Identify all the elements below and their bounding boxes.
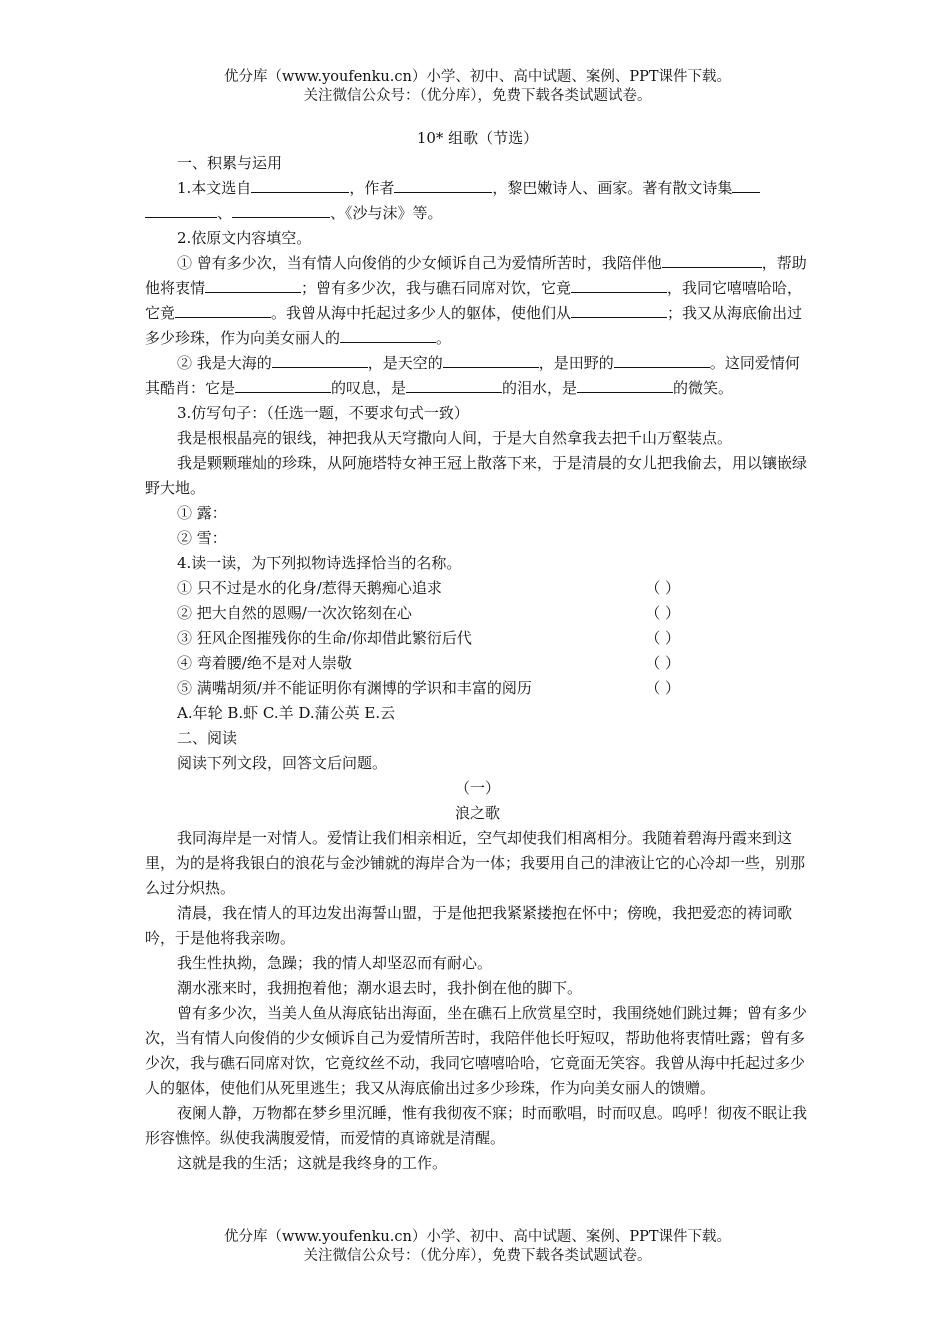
header-line-1: 优分库（www.youfenku.cn）小学、初中、高中试题、案例、PPT课件下载。 (223, 69, 732, 85)
page-header (145, 68, 810, 106)
question-3-heading: 3.仿写句子：（任选一题，不要求句式一致） (177, 404, 469, 422)
list-item: ⑤ 满嘴胡须/并不能证明你有渊博的学识和丰富的阅历 （ ） (145, 676, 810, 701)
blank[interactable] (443, 352, 539, 368)
blank[interactable] (232, 202, 330, 218)
reading-title: 浪之歌 (454, 804, 500, 822)
page-footer (145, 1228, 810, 1266)
answer-parens[interactable]: （ ） (645, 604, 680, 622)
list-item: ③ 狂风企图摧残你的生命/你却借此繁衍后代 （ ） (145, 626, 810, 651)
answer-parens[interactable]: （ ） (645, 679, 680, 697)
answer-dew[interactable]: ① 露： (177, 504, 227, 522)
question-4-heading: 4.读一读，为下列拟物诗选择恰当的名称。 (177, 554, 462, 572)
question-1: 1.本文选自 ，作者 ，黎巴嫩诗人、画家。著有散文诗集、 、《沙与沫》等。 (145, 176, 810, 226)
list-item: ④ 弯着腰/绝不是对人崇敬 （ ） (145, 651, 810, 676)
paragraph: 我同海岸是一对情人。爱情让我们相亲相近，空气却使我们相离相分。我随着碧海丹霞来到这里，为的是将我银白的浪花与金沙铺就的海岸合为一体；我要用自己的津液让它的心冷却一些，别那么过分炽热。 (145, 829, 806, 897)
blank[interactable] (251, 177, 349, 193)
paragraph: 我生性执拗，急躁；我的情人却坚忍而有耐心。 (177, 954, 493, 972)
paragraph: 清晨，我在情人的耳边发出海誓山盟，于是他把我紧紧搂抱在怀中；傍晚，我把爱恋的祷词歌吟，于是他将我亲吻。 (145, 904, 793, 947)
paragraph: 这就是我的生活；这就是我终身的工作。 (177, 1154, 448, 1172)
blank[interactable] (205, 277, 301, 293)
paragraph: 曾有多少次，当美人鱼从海底钻出海面，坐在礁石上欣赏星空时，我围绕她们跳过舞；曾有多少次，当有情人向俊俏的少女倾诉自己为爱情所苦时，我陪伴他长吁短叹，帮助他将衷情吐露；曾有多少次，我与礁石同席对饮，它竟纹丝不动，我同它嘻嘻哈哈，它竟面无笑容。我曾从海中托起过多少人的躯体，使他们从死里逃生；我又从海底偷出过多少珍珠，作为向美女丽人的馈赠。 (145, 1004, 808, 1097)
footer-line-1: 优分库（www.youfenku.cn）小学、初中、高中试题、案例、PPT课件下载。 (223, 1229, 732, 1245)
answer-parens[interactable]: （ ） (645, 629, 680, 647)
blank[interactable] (577, 377, 673, 393)
blank[interactable] (175, 302, 271, 318)
blank[interactable] (145, 202, 217, 218)
footer-line-2: 关注微信公众号：（优分库），免费下载各类试题试卷。 (303, 1248, 652, 1264)
blank[interactable] (748, 252, 762, 268)
answer-parens[interactable]: （ ） (645, 654, 680, 672)
question-2-part-2: ② 我是大海的 ，是天空的 ，是田野的 。这同爱情何其酷肖：它是 的叹息，是 的泪水，是 的微笑。 (145, 354, 800, 397)
answer-parens[interactable]: （ ） (645, 579, 680, 597)
document-body (145, 126, 810, 1176)
section1-heading: 一、积累与运用 (177, 154, 283, 172)
example-sentence-2: 我是颗颗璀灿的珍珠，从阿施塔特女神王冠上散落下来，于是清晨的女儿把我偷去，用以镶嵌绿野大地。 (145, 454, 808, 497)
section2-heading: 二、阅读 (177, 729, 238, 747)
blank[interactable] (394, 177, 492, 193)
blank[interactable] (631, 302, 667, 318)
example-sentence-1: 我是根根晶亮的银线，神把我从天穹撒向人间，于是大自然拿我去把千山万壑装点。 (177, 429, 733, 447)
reading-part-label: （一） (454, 779, 500, 797)
question-2-part-1: ① 曾有多少次，当有情人向俊俏的少女倾诉自己为爱情所苦时，我陪伴他 ，帮助他将衷情 ；曾有多少次，我与礁石同席对饮，它竟 ，我同它嘻嘻哈哈，它竟 。我曾从海中托起过多少人的躯体，使他们从 ；我又从海底偷出过多少珍珠，作为向美女丽人的 。 (145, 254, 807, 347)
answer-snow[interactable]: ② 雪： (177, 529, 227, 547)
question-2-heading: 2.依原文内容填空。 (177, 229, 312, 247)
list-item: ① 只不过是水的化身/惹得天鹅痴心追求 （ ） (145, 576, 810, 601)
blank[interactable] (340, 327, 436, 343)
blank[interactable] (614, 352, 710, 368)
list-item: ② 把大自然的恩赐/一次次铭刻在心 （ ） (145, 601, 810, 626)
blank[interactable] (732, 177, 760, 193)
blank[interactable] (235, 377, 331, 393)
reading-instruction: 阅读下列文段，回答文后问题。 (177, 754, 388, 772)
blank[interactable] (571, 302, 631, 318)
paragraph: 潮水涨来时，我拥抱着他；潮水退去时，我扑倒在他的脚下。 (177, 979, 583, 997)
lesson-title: 10* 组歌（节选） (416, 129, 539, 147)
paragraph: 夜阑人静，万物都在梦乡里沉睡，惟有我彻夜不寐；时而歌唱，时而叹息。呜呼！彻夜不眠让我形容憔悴。纵使我满腹爱情，而爱情的真谛就是清醒。 (145, 1104, 808, 1147)
blank[interactable] (571, 277, 667, 293)
blank[interactable] (406, 377, 502, 393)
answer-options: A.年轮 B.虾 C.羊 D.蒲公英 E.云 (177, 704, 396, 722)
header-line-2: 关注微信公众号：（优分库），免费下载各类试题试卷。 (303, 88, 652, 104)
blank[interactable] (272, 352, 368, 368)
blank[interactable] (662, 252, 748, 268)
